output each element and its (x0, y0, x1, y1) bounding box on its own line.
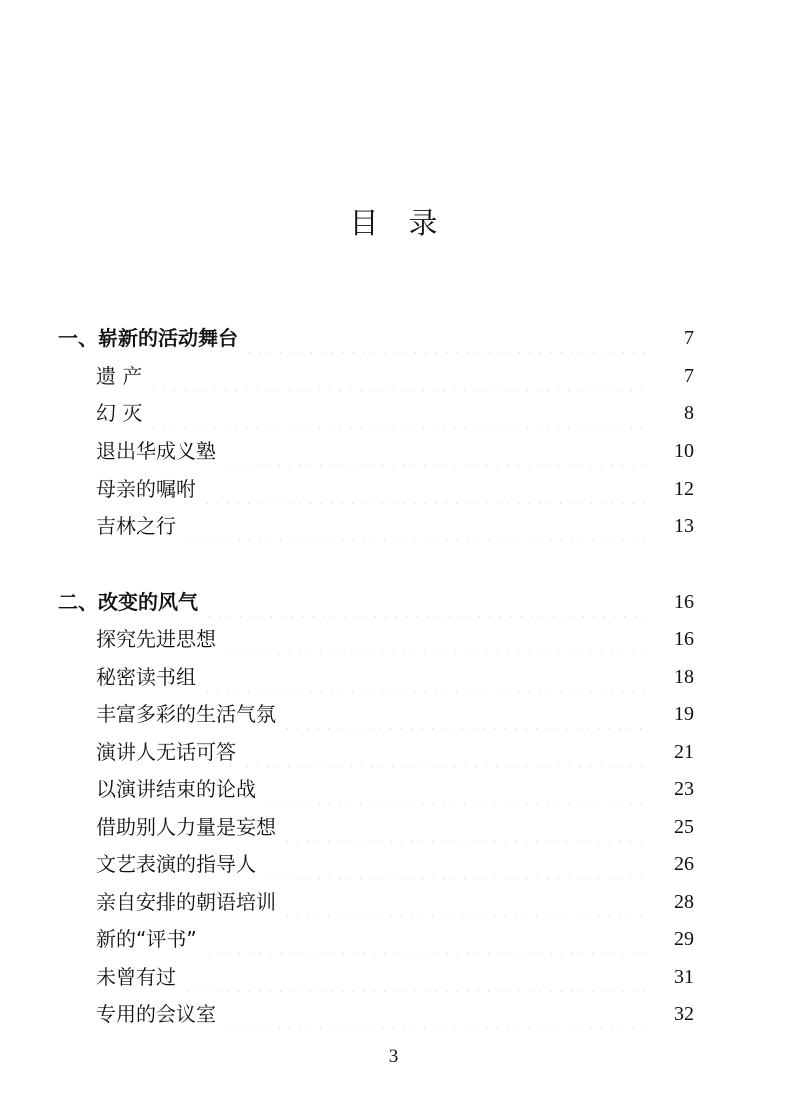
toc-entry-label: 未曾有过 (96, 965, 176, 989)
toc-entry-label: 遗 产 (96, 364, 143, 388)
toc-entry-label: 借助别人力量是妄想 (96, 815, 276, 839)
dot-leader (282, 887, 650, 917)
toc-entry-page: 7 (684, 365, 694, 387)
toc-entry-page: 12 (674, 478, 694, 500)
toc-entry-label: 一、崭新的活动舞台 (58, 326, 238, 350)
toc-chapter-2[interactable] (58, 587, 694, 617)
toc-entry[interactable] (58, 999, 694, 1029)
page-title: 目录 (349, 206, 468, 240)
dot-leader (222, 436, 650, 466)
dot-leader (282, 699, 650, 729)
toc-entry[interactable] (58, 511, 694, 541)
toc-entry-page: 21 (674, 741, 694, 763)
toc-entry[interactable] (58, 774, 694, 804)
toc-entry-page: 28 (674, 891, 694, 913)
toc-entry-page: 25 (674, 816, 694, 838)
toc-entry-label: 探究先进思想 (96, 627, 216, 651)
toc-entry-label: 母亲的嘱咐 (96, 477, 196, 501)
dot-leader (242, 737, 650, 767)
toc-entry-page: 13 (674, 515, 694, 537)
dot-leader (262, 849, 650, 879)
toc-entry[interactable] (58, 474, 694, 504)
dot-leader (282, 812, 650, 842)
toc-entry-label: 文艺表演的指导人 (96, 852, 256, 876)
toc-entry[interactable] (58, 624, 694, 654)
toc-entry-page: 29 (674, 928, 694, 950)
dot-leader (182, 962, 650, 992)
toc-entry[interactable] (58, 962, 694, 992)
dot-leader (148, 361, 650, 391)
toc-entry-page: 31 (674, 966, 694, 988)
toc-entry[interactable] (58, 812, 694, 842)
dot-leader (202, 662, 650, 692)
toc-entry[interactable] (58, 398, 694, 428)
toc-entry[interactable] (58, 737, 694, 767)
toc-entry[interactable] (58, 699, 694, 729)
toc-entry[interactable] (58, 361, 694, 391)
toc-entry-label: 退出华成义塾 (96, 439, 216, 463)
toc-entry-label: 幻 灭 (96, 401, 143, 425)
toc-entry-label: 吉林之行 (96, 514, 176, 538)
toc-entry-page: 23 (674, 778, 694, 800)
toc-chapter-1[interactable] (58, 323, 694, 353)
dot-leader (204, 587, 650, 617)
toc-entry-label: 丰富多彩的生活气氛 (96, 702, 276, 726)
toc-entry-page: 16 (674, 628, 694, 650)
toc-entry-page: 10 (674, 440, 694, 462)
toc-entry-label: 演讲人无话可答 (96, 740, 236, 764)
toc-entry[interactable] (58, 436, 694, 466)
page-number: 3 (388, 1046, 399, 1067)
toc-entry-page: 7 (684, 327, 694, 349)
toc-entry-label: 专用的会议室 (96, 1002, 216, 1026)
toc-entry-label: 秘密读书组 (96, 665, 196, 689)
dot-leader (244, 323, 650, 353)
dot-leader (203, 924, 650, 954)
toc-entry-page: 18 (674, 666, 694, 688)
toc-entry[interactable] (58, 924, 694, 954)
toc-entry-label: 亲自安排的朝语培训 (96, 890, 276, 914)
toc-entry[interactable] (58, 849, 694, 879)
dot-leader (182, 511, 650, 541)
toc-entry[interactable] (58, 662, 694, 692)
dot-leader (262, 774, 650, 804)
toc-entry-page: 8 (684, 402, 694, 424)
toc-entry-label: 二、改变的风气 (58, 590, 198, 614)
toc-entry-label: 以演讲结束的论战 (96, 777, 256, 801)
dot-leader (202, 474, 650, 504)
toc-entry-label: 新的“评书” (96, 927, 197, 951)
toc-entry-page: 16 (674, 591, 694, 613)
toc-entry[interactable] (58, 887, 694, 917)
toc-entry-page: 32 (674, 1003, 694, 1025)
toc-entry-page: 26 (674, 853, 694, 875)
dot-leader (148, 398, 650, 428)
dot-leader (222, 624, 650, 654)
toc-entry-page: 19 (674, 703, 694, 725)
dot-leader (222, 999, 650, 1029)
